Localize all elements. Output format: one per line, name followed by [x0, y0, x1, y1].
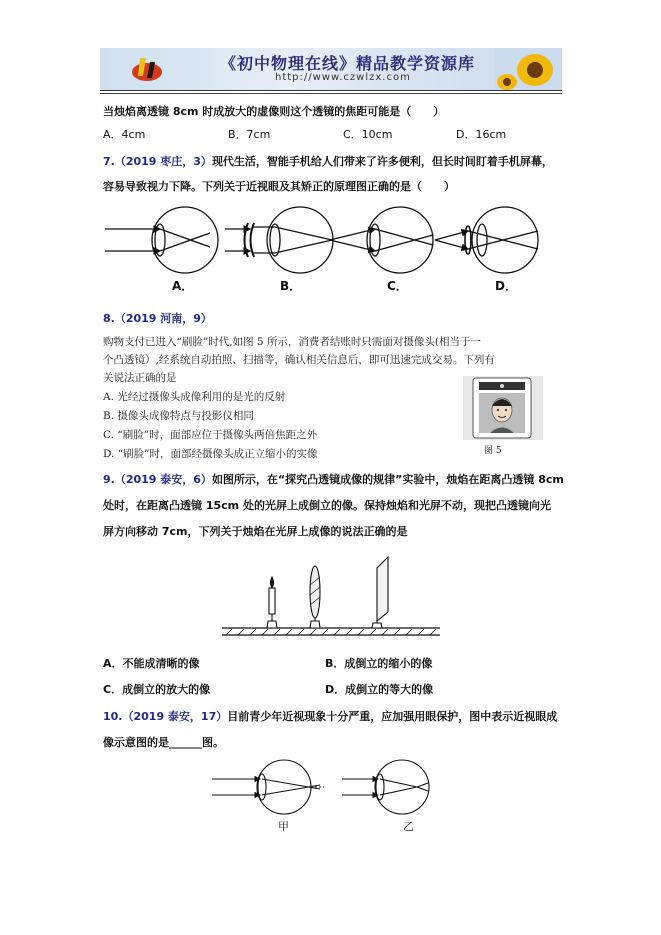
sunflower-icon	[495, 48, 562, 90]
q10-eye-diagrams	[212, 760, 448, 818]
q8-option-c: C. “刷脸”时，面部应位于摄像头两倍焦距之外	[103, 429, 318, 441]
q9-line2: 处时，在距离凸透镜 15cm 处的光屏上成倒立的像。保持烛焰和光屏不动，现把凸透镜向光	[103, 499, 551, 512]
q7-line1	[103, 155, 553, 169]
q8-option-b: B. 摄像头成像特点与投影仪相同	[103, 410, 254, 422]
q7-line2: 容易导致视力下降。下列关于近视眼及其矫正的原理图正确的是（ ）	[103, 180, 455, 193]
q10-line1	[103, 710, 557, 724]
q6-stem: 当烛焰离透镜 8cm 时成放大的虚像则这个透镜的焦距可能是（ ）	[103, 105, 445, 118]
q9-line3: 屏方向移动 7cm，下列关于烛焰在光屏上成像的说法正确的是	[103, 525, 408, 538]
screen-icon	[372, 557, 388, 628]
q10-text1: 目前青少年近视现象十分严重，应加强用眼保护，图中表示近视眼成	[227, 710, 558, 723]
eye-diagram-c	[330, 207, 433, 273]
q9-option-a: A．不能成清晰的像	[103, 657, 200, 670]
header-rule	[100, 93, 562, 94]
fig5-caption: 图 5	[484, 446, 502, 456]
q8-line1: 购物支付已进入“刷脸”时代,如图 5 所示，消费者结账时只需面对摄像头(相当于一	[103, 336, 482, 348]
q8-option-d: D. “刷脸”时，面部经摄像头成正立缩小的实像	[103, 448, 318, 460]
q7-label-c: C．	[387, 279, 408, 293]
face-scanner-figure	[463, 376, 543, 440]
q9-option-d: D．成倒立的等大的像	[325, 683, 434, 696]
candle-icon	[267, 577, 277, 628]
q7-label-b: B．	[280, 279, 302, 293]
logo-icon	[130, 54, 164, 84]
q9-bench-figure	[222, 555, 440, 640]
q7-label-d: D．	[495, 279, 517, 293]
q7-tag: 7.（2019 枣庄，3）	[103, 155, 212, 168]
q10-tag: 10.（2019 泰安，17）	[103, 710, 228, 723]
eye-diagram-d	[435, 207, 538, 273]
eye-diagram-b	[225, 207, 333, 273]
q10-label-yi: 乙	[403, 820, 414, 833]
q10-line2: 像示意图的是______图。	[103, 736, 224, 749]
q9-line1	[103, 473, 564, 487]
q9-text1: 如图所示，在“探究凸透镜成像的规律”实验中，烛焰在距离凸透镜 8cm	[211, 473, 564, 486]
q9-tag: 9.（2019 泰安，6）	[103, 473, 212, 486]
q8-line2: 个凸透镜）,经系统自动拍照、扫描等，确认相关信息后，即可迅速完成交易。下列有	[103, 354, 495, 366]
q6-option-a: A．4cm	[103, 128, 146, 141]
q10-label-jia: 甲	[278, 820, 289, 833]
eye-diagram-yi	[342, 760, 429, 814]
q7-text1: 现代生活，智能手机给人们带来了许多便利，但长时间盯着手机屏幕，	[211, 155, 553, 168]
banner-url[interactable]: http://www.czwlzx.com	[275, 72, 411, 83]
q6-option-b: B．7cm	[228, 128, 271, 141]
q7-eye-diagrams	[100, 205, 560, 285]
q9-option-c: C．成倒立的放大的像	[103, 683, 211, 696]
convex-lens-icon	[310, 566, 320, 628]
q8-line3: 关说法正确的是	[103, 372, 177, 384]
q9-option-b: B．成倒立的缩小的像	[325, 657, 433, 670]
q6-option-d: D．16cm	[456, 128, 507, 141]
header-banner	[100, 48, 562, 91]
q8-option-a: A. 光经过摄像头成像利用的是光的反射	[103, 391, 286, 403]
eye-diagram-jia	[212, 760, 324, 814]
q8-tag: 8.（2019 河南，9）	[103, 312, 212, 325]
eye-diagram-a	[105, 207, 218, 273]
q6-option-c: C．10cm	[343, 128, 393, 141]
banner-title: 《初中物理在线》精品教学资源库	[220, 54, 476, 73]
q7-label-a: A．	[172, 279, 194, 293]
